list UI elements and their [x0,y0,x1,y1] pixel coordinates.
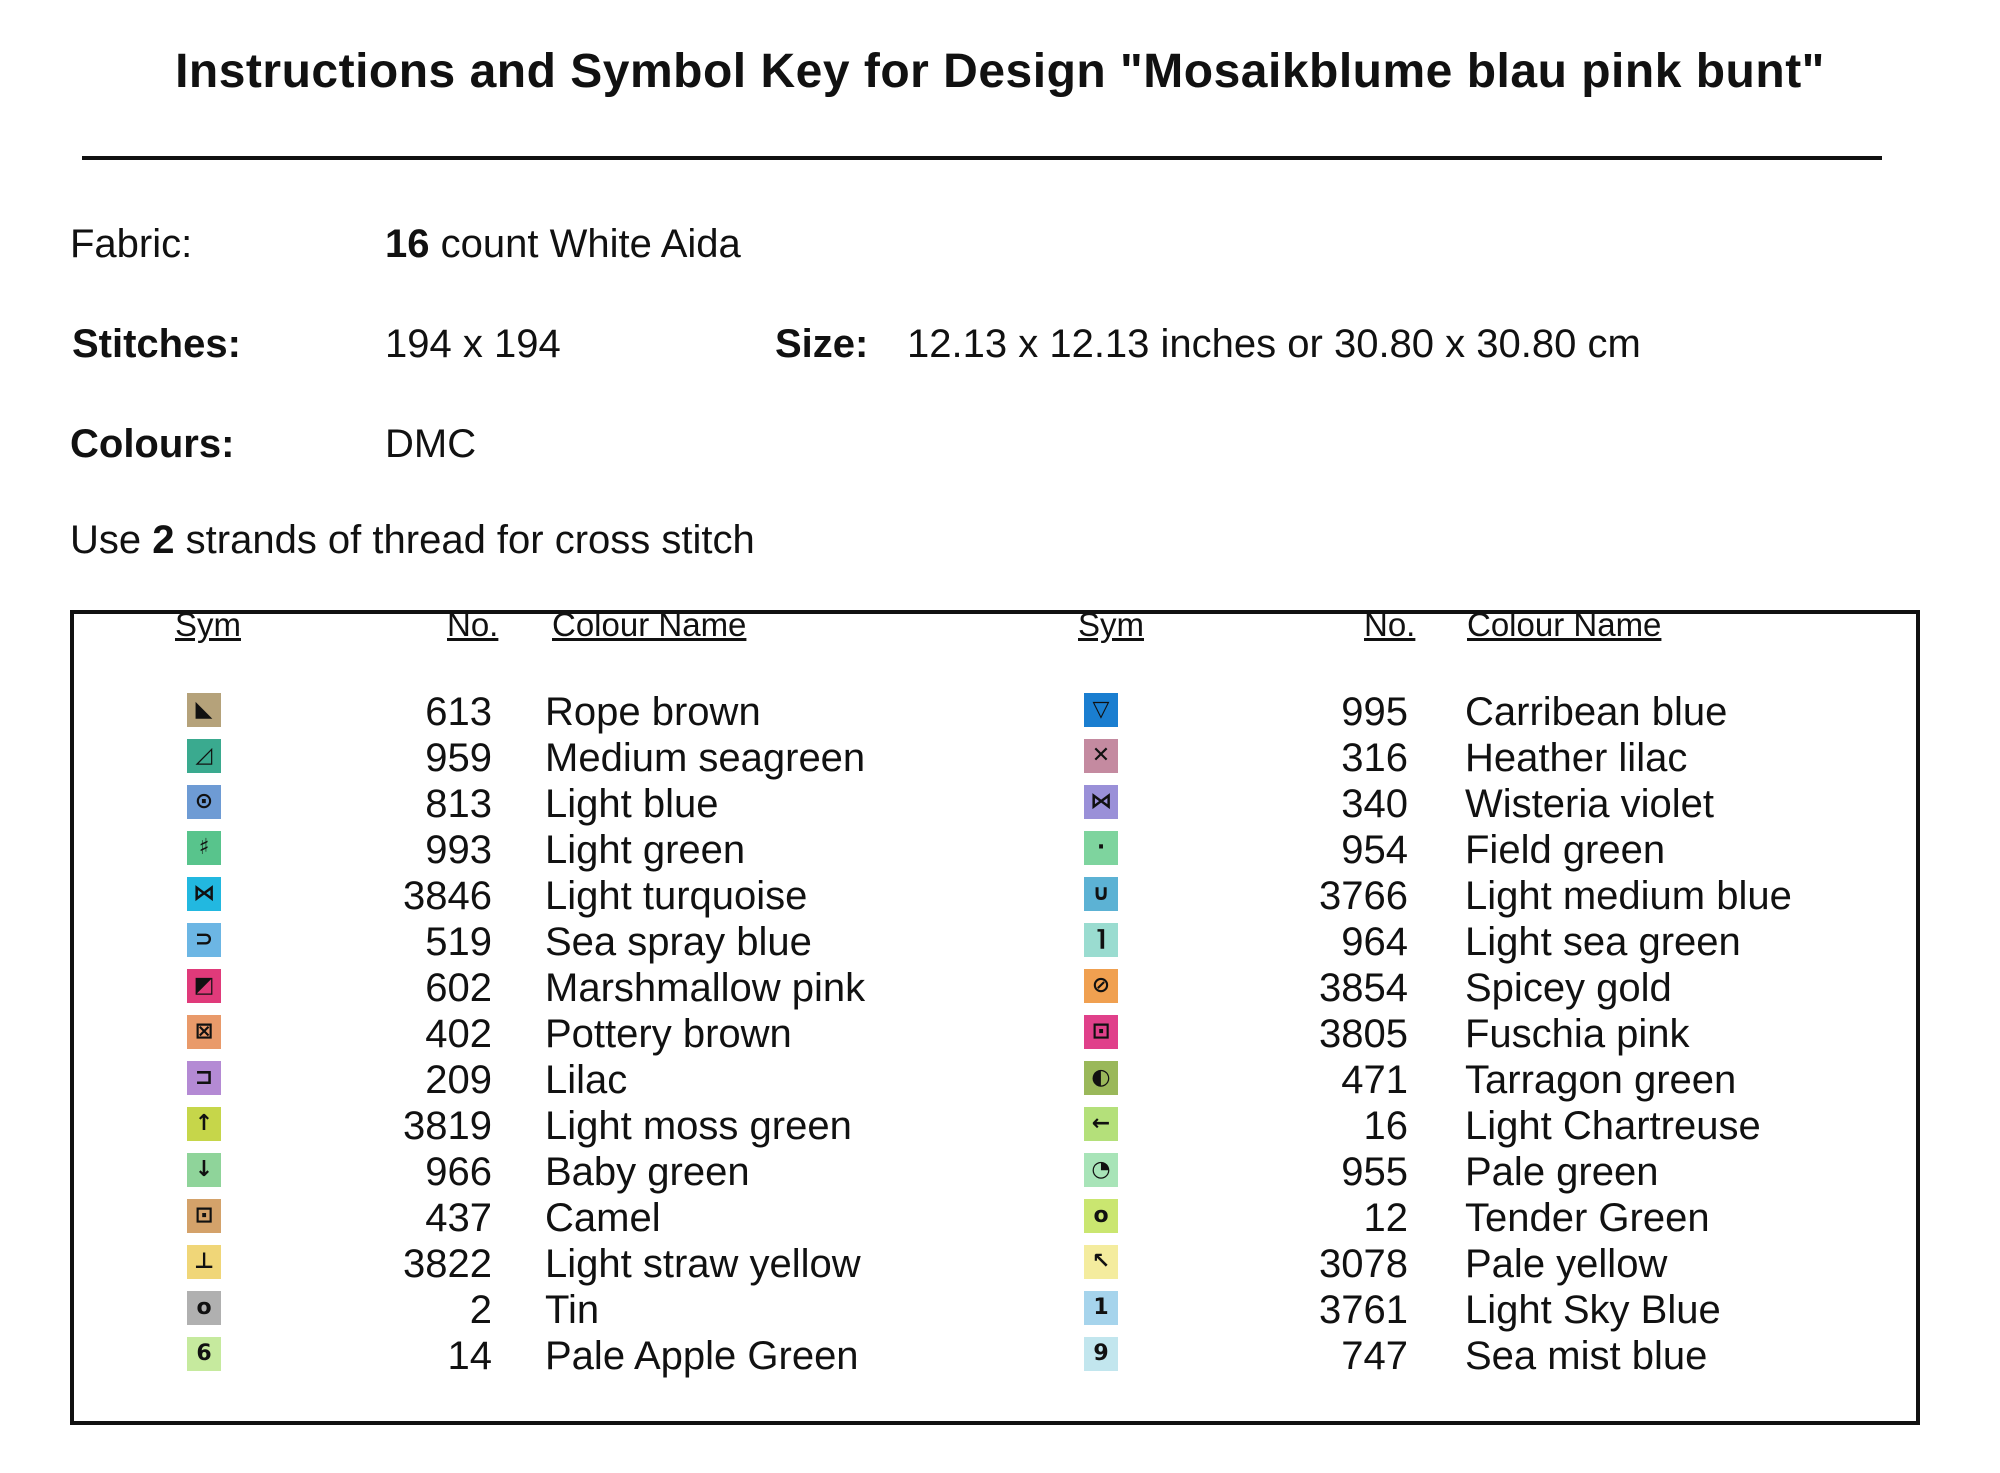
dmc-number: 955 [1341,1150,1408,1194]
symbol-swatch-icon: ⊘ [1084,969,1118,1003]
colour-name: Light medium blue [1465,874,1792,918]
colour-name: Sea spray blue [545,920,812,964]
dmc-number: 437 [425,1196,492,1240]
dmc-number: 16 [1363,1104,1408,1148]
symbol-swatch-icon: ⊡ [187,1199,221,1233]
colour-name: Medium seagreen [545,736,866,780]
symbol-swatch-icon: ⊙ [187,785,221,819]
dmc-number: 3078 [1319,1242,1408,1286]
colour-name: Baby green [545,1150,750,1194]
dmc-number: 14 [447,1334,492,1378]
dmc-number: 471 [1341,1058,1408,1102]
symbol-swatch-icon: ⊡ [1084,1015,1118,1049]
fabric-label: Fabric: [70,222,193,266]
symbol-swatch-icon: ◩ [187,969,221,1003]
colour-name: Camel [545,1196,661,1240]
symbol-swatch-icon: ⊥ [187,1245,221,1279]
colour-name: Rope brown [545,690,761,734]
dmc-number: 3819 [403,1104,492,1148]
colour-name: Tin [545,1288,600,1332]
symbol-swatch-icon: ↖ [1084,1245,1118,1279]
stitches-value: 194 x 194 [385,322,561,366]
colour-name: Marshmallow pink [545,966,866,1010]
dmc-number: 954 [1341,828,1408,872]
dmc-number: 316 [1341,736,1408,780]
colour-name: Tarragon green [1465,1058,1737,1102]
dmc-number: 3766 [1319,874,1408,918]
colour-name: Fuschia pink [1465,1012,1690,1056]
dmc-number: 959 [425,736,492,780]
symbol-swatch-icon: 6 [187,1337,221,1371]
strands-instruction [70,518,755,563]
dmc-number: 340 [1341,782,1408,826]
strands-suffix: strands of thread for cross stitch [185,518,755,562]
dmc-number: 2 [469,1288,492,1332]
size-label: Size: [775,322,869,366]
dmc-number: 747 [1341,1334,1408,1378]
dmc-number: 209 [425,1058,492,1102]
symbol-swatch-icon: o [187,1291,221,1325]
symbol-swatch-icon: · [1084,831,1118,865]
dmc-number: 813 [425,782,492,826]
header-no-left: No. [447,606,499,643]
dmc-number: 12 [1363,1196,1408,1240]
fabric-count: 16 [385,222,430,266]
symbol-swatch-icon: ◐ [1084,1061,1118,1095]
colour-name: Field green [1465,828,1666,872]
colour-name: Heather lilac [1465,736,1688,780]
symbol-swatch-icon: ⋈ [187,877,221,911]
header-name-left: Colour Name [552,606,747,643]
symbol-swatch-icon: ⊠ [187,1015,221,1049]
dmc-number: 3854 [1319,966,1408,1010]
dmc-number: 613 [425,690,492,734]
colour-name: Light green [545,828,746,872]
header-sym-right: Sym [1078,606,1144,643]
colour-name: Light Sky Blue [1465,1288,1721,1332]
colour-name: Pottery brown [545,1012,792,1056]
symbol-swatch-icon: ✕ [1084,739,1118,773]
dmc-number: 3761 [1319,1288,1408,1332]
colour-name: Lilac [545,1058,628,1102]
size-value: 12.13 x 12.13 inches or 30.80 x 30.80 cm [907,322,1641,366]
symbol-swatch-icon: ⊐ [187,1061,221,1095]
strands-count: 2 [152,518,175,562]
fabric-rest: count White Aida [440,222,741,266]
title-divider [82,156,1882,160]
symbol-swatch-icon: ▽ [1084,693,1118,727]
colours-label: Colours: [70,422,235,466]
dmc-number: 966 [425,1150,492,1194]
colour-name: Pale yellow [1465,1242,1668,1286]
colour-name: Light moss green [545,1104,852,1148]
symbol-swatch-icon: 1 [1084,1291,1118,1325]
colour-name: Spicey gold [1465,966,1672,1010]
symbol-swatch-icon: ⋈ [1084,785,1118,819]
symbol-swatch-icon: ⌉ [1084,923,1118,957]
colour-name: Pale Apple Green [545,1334,859,1378]
colour-name: Sea mist blue [1465,1334,1708,1378]
dmc-number: 995 [1341,690,1408,734]
dmc-number: 3805 [1319,1012,1408,1056]
fabric-value [385,222,741,267]
symbol-swatch-icon: ⊃ [187,923,221,957]
dmc-number: 519 [425,920,492,964]
symbol-swatch-icon: ◔ [1084,1153,1118,1187]
colour-name: Wisteria violet [1465,782,1714,826]
dmc-number: 3846 [403,874,492,918]
header-no-right: No. [1364,606,1416,643]
colour-name: Light Chartreuse [1465,1104,1761,1148]
strands-prefix: Use [70,518,142,562]
symbol-swatch-icon: ♯ [187,831,221,865]
symbol-swatch-icon: ↑ [187,1107,221,1141]
page-title: Instructions and Symbol Key for Design "Mosaikblume blau pink bunt" [175,45,1825,98]
colour-name: Tender Green [1465,1196,1710,1240]
dmc-number: 993 [425,828,492,872]
symbol-swatch-icon: ∪ [1084,877,1118,911]
dmc-number: 402 [425,1012,492,1056]
header-sym-left: Sym [175,606,241,643]
header-name-right: Colour Name [1467,606,1662,643]
dmc-number: 3822 [403,1242,492,1286]
colour-name: Light sea green [1465,920,1741,964]
colour-name: Light blue [545,782,719,826]
colour-name: Light straw yellow [545,1242,861,1286]
stitches-label: Stitches: [72,322,241,366]
dmc-number: 602 [425,966,492,1010]
colour-name: Light turquoise [545,874,808,918]
colour-name: Carribean blue [1465,690,1728,734]
dmc-number: 964 [1341,920,1408,964]
colours-value: DMC [385,422,477,466]
symbol-swatch-icon: 9 [1084,1337,1118,1371]
colour-name: Pale green [1465,1150,1659,1194]
symbol-swatch-icon: ◿ [187,739,221,773]
symbol-swatch-icon: ↓ [187,1153,221,1187]
symbol-swatch-icon: ◣ [187,693,221,727]
symbol-swatch-icon: o [1084,1199,1118,1233]
symbol-swatch-icon: ← [1084,1107,1118,1141]
